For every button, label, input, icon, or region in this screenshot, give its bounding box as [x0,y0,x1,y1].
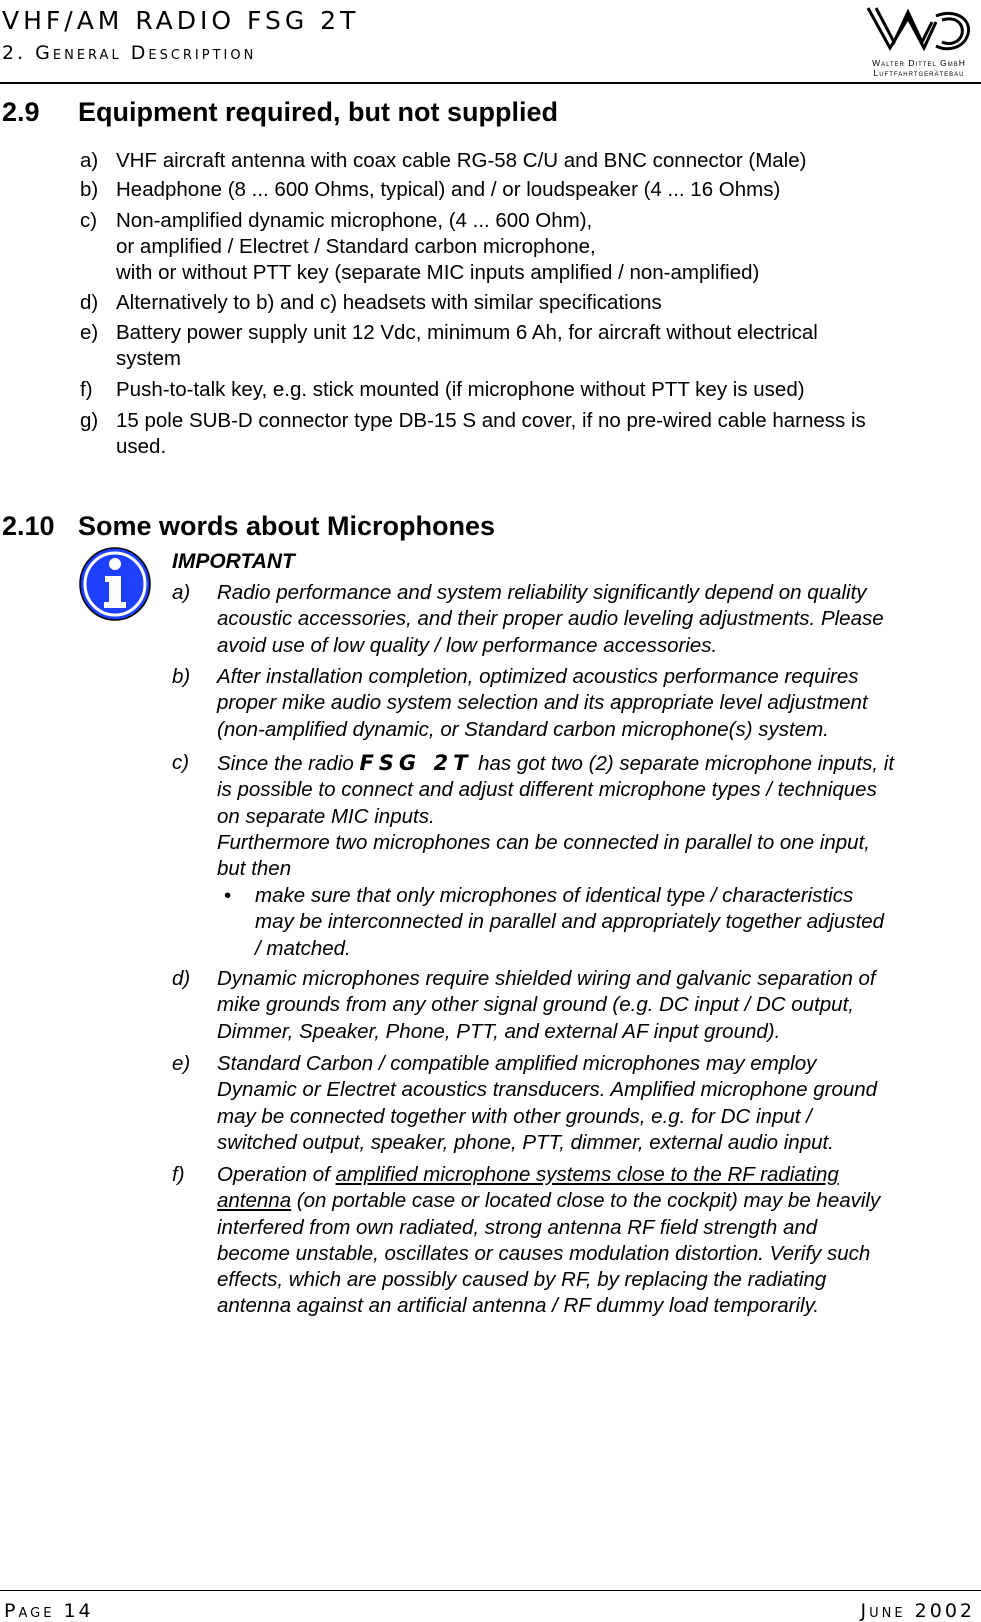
page-number: Page 14 [4,1600,94,1622]
item-letter: e) [80,321,99,344]
item-text-pre: Since the radio [217,752,360,775]
underlined-text: amplified microphone systems close to the RF radiating [335,1163,839,1186]
item-letter: c) [80,209,98,232]
item-text-line: Radio performance and system reliability significantly depend on quality [217,581,867,604]
list-item [172,1162,972,1320]
item-text-line: After installation completion, optimized acoustics performance requires [217,665,859,688]
item-letter: b) [172,665,191,688]
item-text-line: Dynamic microphones require shielded wiring and galvanic separation of [217,967,876,990]
section-heading-2-9 [2,97,558,128]
item-letter: e) [172,1052,191,1075]
item-text-line: interfered from own radiated, strong antenna RF field strength and [217,1215,818,1239]
item-text-line [217,1162,972,1188]
logo-company-subtitle: Luftfahrtgerätebau [873,68,965,78]
item-text-post: (on portable case or located close to the cockpit) may be heavily [291,1189,881,1213]
item-letter: a) [172,581,191,604]
item-letter: a) [80,149,99,172]
item-text-line: system [116,347,181,370]
bullet-text-line: may be interconnected in parallel and appropriately together adjusted [255,910,885,934]
item-text-line [217,1188,972,1214]
item-text-line: Standard Carbon / compatible amplified microphones may employ [217,1052,817,1075]
item-text: Push-to-talk key, e.g. stick mounted (if microphone without PTT key is used) [116,378,805,401]
section-title: Some words about Microphones [78,511,496,541]
chapter-subtitle: 2. General Description [2,42,257,64]
section-heading-2-10 [2,511,495,542]
list-item [80,408,960,460]
item-text-line: Dynamic or Electret acoustics transducers. Amplified microphone ground [217,1078,878,1102]
item-text-line: Dimmer, Speaker, Phone, PTT, and external AF input ground). [217,1019,781,1043]
bullet-icon: • [224,884,232,907]
bullet-text-line: / matched. [255,936,351,960]
list-item [172,750,972,882]
item-letter: f) [172,1163,185,1186]
section-title: Equipment required, but not supplied [78,97,558,127]
list-item [80,148,960,174]
section-number: 2.10 [2,511,55,541]
item-letter: d) [172,967,191,990]
item-text-line: with or without PTT key (separate MIC inputs amplified / non-amplified) [116,261,760,284]
company-logo [860,2,978,76]
item-letter: g) [80,409,99,432]
list-item [80,208,960,286]
list-item [172,664,972,743]
list-item [172,580,972,659]
footer-divider [0,1590,981,1591]
item-text-line: effects, which are possibly caused by RF, by replacing the radiating [217,1268,827,1292]
item-text-line [217,750,972,777]
item-text-line: antenna against an artificial antenna / RF dummy load temporarily. [217,1294,820,1318]
item-text-line: (non-amplified dynamic, or Standard carbon microphone(s) system. [217,717,829,741]
item-text-line: is possible to connect and adjust different microphone types / techniques [217,778,877,802]
item-text-line: avoid use of low quality / low performance accessories. [217,633,718,657]
item-text: VHF aircraft antenna with coax cable RG-58 C/U and BNC connector (Male) [116,149,807,172]
item-text-line: switched output, speaker, phone, PTT, dimmer, external audio input. [217,1130,834,1154]
underlined-text: antenna [217,1189,292,1213]
item-letter: f) [80,378,93,401]
list-item [172,966,972,1045]
header-divider [0,82,981,84]
list-item [80,177,960,203]
item-letter: d) [80,291,99,314]
item-text-line: Furthermore two microphones can be connected in parallel to one input, [217,830,870,854]
bullet-item [224,883,964,962]
item-text: Headphone (8 ... 600 Ohms, typical) and / or loudspeaker (4 ... 16 Ohms) [116,178,781,201]
item-text-line: mike grounds from any other signal ground (e.g. DC input / DC output, [217,993,854,1017]
item-letter: b) [80,178,99,201]
list-item [80,377,960,403]
item-text-line: on separate MIC inputs. [217,804,435,828]
item-text-line: acoustic accessories, and their proper audio leveling adjustments. Please [217,607,884,631]
item-text-pre: Operation of [217,1163,336,1186]
item-text-line: used. [116,435,167,458]
wd-logo-icon [864,2,974,58]
section-number: 2.9 [2,97,40,127]
list-item [80,320,960,372]
item-text-line: become unstable, oscillates or causes modulation distortion. Verify such [217,1241,871,1265]
document-date: June 2002 [860,1600,975,1622]
item-text: Alternatively to b) and c) headsets with similar specifications [116,291,662,314]
list-item [172,1051,972,1156]
bullet-text-line: make sure that only microphones of identical type / characteristics [255,884,854,907]
logo-company-name: Walter Dittel GmbH [872,58,966,68]
item-text-line: 15 pole SUB-D connector type DB-15 S and cover, if no pre-wired cable harness is [116,409,866,432]
list-item [80,290,960,316]
item-letter: c) [172,751,190,774]
model-name: FSG 2T [359,751,473,775]
item-text-line: or amplified / Electret / Standard carbon microphone, [116,235,596,258]
item-text-line: Battery power supply unit 12 Vdc, minimum 6 Ah, for aircraft without electrical [116,321,818,344]
item-text-line: may be connected together with other grounds, e.g. for DC input / [217,1104,812,1128]
item-text-line: Non-amplified dynamic microphone, (4 ... 600 Ohm), [116,209,593,232]
item-text-line: but then [217,857,292,881]
item-text-post: has got two (2) separate microphone inputs, it [472,752,895,775]
document-title: VHF/AM RADIO FSG 2T [2,6,360,35]
item-text-line: proper mike audio system selection and its appropriate level adjustment [217,691,868,715]
important-label: IMPORTANT [172,550,295,573]
info-icon [78,546,152,622]
